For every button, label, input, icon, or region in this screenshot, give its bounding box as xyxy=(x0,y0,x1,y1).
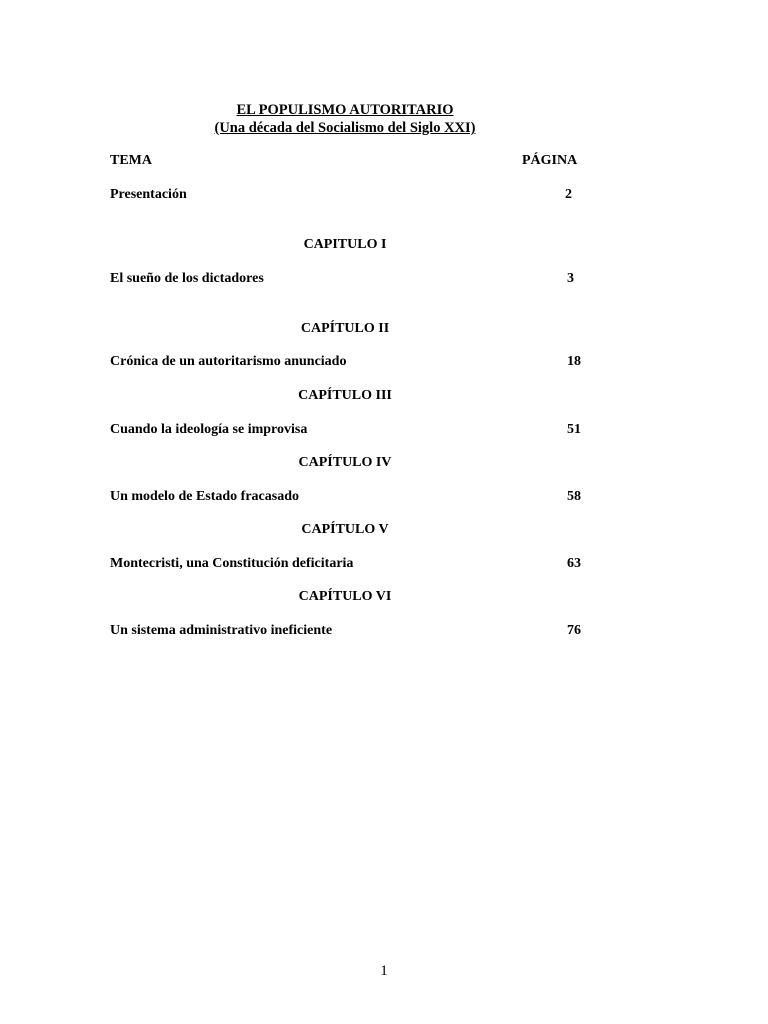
chapter-heading: CAPÍTULO VI xyxy=(298,589,392,604)
chapter-heading: CAPÍTULO III xyxy=(298,388,392,403)
toc-entry-page: 76 xyxy=(567,623,581,638)
chapter-heading: CAPITULO I xyxy=(303,237,387,252)
chapter-heading: CAPÍTULO IV xyxy=(298,455,392,470)
chapter-heading: CAPÍTULO II xyxy=(300,321,390,336)
toc-entry-label: El sueño de los dictadores xyxy=(110,271,264,286)
toc-entry-page: 18 xyxy=(567,354,581,369)
toc-entry-label: Presentación xyxy=(110,187,187,202)
toc-entry-page: 3 xyxy=(567,271,574,286)
document-subtitle: (Una década del Socialismo del Siglo XXI) xyxy=(214,120,476,136)
toc-entry-label: Montecristi, una Constitución deficitaria xyxy=(110,556,354,571)
toc-entry-page: 2 xyxy=(565,187,572,202)
toc-entry-page: 58 xyxy=(567,489,581,504)
toc-entry-label: Un modelo de Estado fracasado xyxy=(110,489,300,504)
chapter-heading: CAPÍTULO V xyxy=(301,522,389,537)
toc-entry-page: 63 xyxy=(567,556,581,571)
toc-entry-label: Cuando la ideología se improvisa xyxy=(110,422,308,437)
document-title: EL POPULISMO AUTORITARIO xyxy=(236,102,454,118)
toc-entry-label: Un sistema administrativo ineficiente xyxy=(110,623,333,638)
column-header-topic: TEMA xyxy=(110,153,152,168)
toc-entry-label: Crónica de un autoritarismo anunciado xyxy=(110,354,347,369)
toc-entry-page: 51 xyxy=(567,422,581,437)
page-number: 1 xyxy=(380,963,388,979)
column-header-page: PÁGINA xyxy=(522,153,578,168)
